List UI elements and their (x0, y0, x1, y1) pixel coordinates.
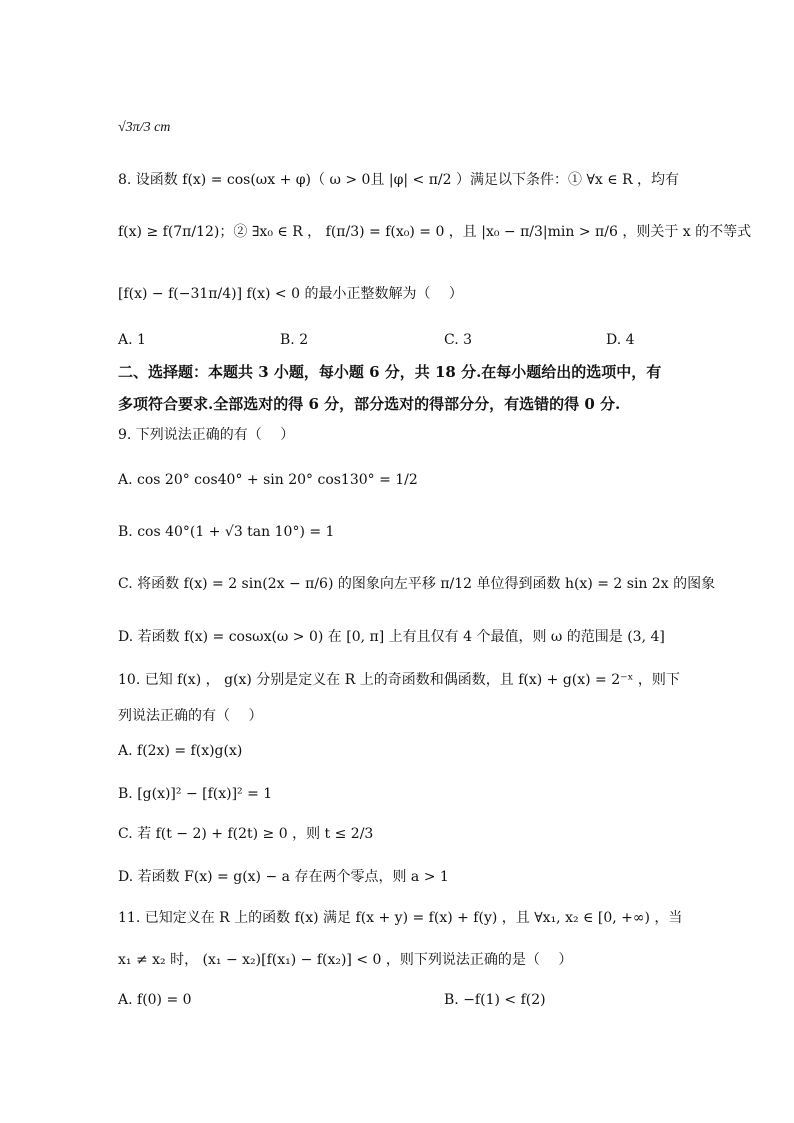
question-10-stem-line2: 列说法正确的有（ ） (118, 708, 263, 724)
section-2-heading-line2: 多项符合要求.全部选对的得 6 分，部分选对的得部分分，有选错的得 0 分. (118, 395, 621, 413)
question-11-stem-line1: 11. 已知定义在 R 上的函数 f(x) 满足 f(x + y) = f(x) + f(y) ，且 ∀x₁, x₂ ∈ [0, +∞) ，当 (118, 910, 683, 926)
question-9-option-b: B. cos 40°(1 + √3 tan 10°) = 1 (118, 524, 335, 540)
question-9-option-a: A. cos 20° cos40° + sin 20° cos130° = 1/2 (118, 472, 418, 488)
q11-option-b: B. −f(1) < f(2) (444, 992, 546, 1008)
question-11-stem-line2: x₁ ≠ x₂ 时， (x₁ − x₂)[f(x₁) − f(x₂)] < 0 ，则下列说法正确的是（ ） (118, 952, 573, 968)
question-9-stem: 9. 下列说法正确的有（ ） (118, 427, 295, 443)
q11-option-a: A. f(0) = 0 (118, 992, 192, 1008)
q8-option-c: C. 3 (444, 332, 473, 348)
question-8-stem: 8. 设函数 f(x) = cos(ωx + φ)（ ω > 0且 |φ| < π/2 ）满足以下条件：① ∀x ∈ R ，均有 (118, 172, 680, 188)
question-8-inequality: [f(x) − f(−31π/4)] f(x) < 0 的最小正整数解为（ ） (118, 286, 463, 302)
section-2-heading-line1: 二、选择题：本题共 3 小题，每小题 6 分，共 18 分.在每小题给出的选项中，有 (118, 363, 662, 381)
question-10-option-a: A. f(2x) = f(x)g(x) (118, 743, 243, 759)
question-10-option-d: D. 若函数 F(x) = g(x) − a 存在两个零点，则 a > 1 (118, 869, 449, 885)
question-8-condition: f(x) ≥ f(7π/12)；② ∃x₀ ∈ R ， f(π/3) = f(x₀) = 0 ，且 |x₀ − π/3|min > π/6 ，则关于 x 的不等式 (118, 224, 752, 240)
question-9-option-d: D. 若函数 f(x) = cosωx(ω > 0) 在 [0, π] 上有且仅有 4 个最值，则 ω 的范围是 (3, 4] (118, 629, 665, 645)
previous-answer: √3π/3 cm (118, 120, 171, 135)
q8-option-b: B. 2 (280, 332, 309, 348)
question-10-option-c: C. 若 f(t − 2) + f(2t) ≥ 0 ，则 t ≤ 2/3 (118, 826, 374, 842)
question-10-stem-line1: 10. 已知 f(x) ， g(x) 分别是定义在 R 上的奇函数和偶函数，且 f(x) + g(x) = 2⁻ˣ ，则下 (118, 672, 680, 688)
q8-option-a: A. 1 (118, 332, 146, 348)
q8-option-d: D. 4 (606, 332, 635, 348)
question-10-option-b: B. [g(x)]² − [f(x)]² = 1 (118, 786, 273, 802)
question-9-option-c: C. 将函数 f(x) = 2 sin(2x − π/6) 的图象向左平移 π/12 单位得到函数 h(x) = 2 sin 2x 的图象 (118, 576, 716, 592)
